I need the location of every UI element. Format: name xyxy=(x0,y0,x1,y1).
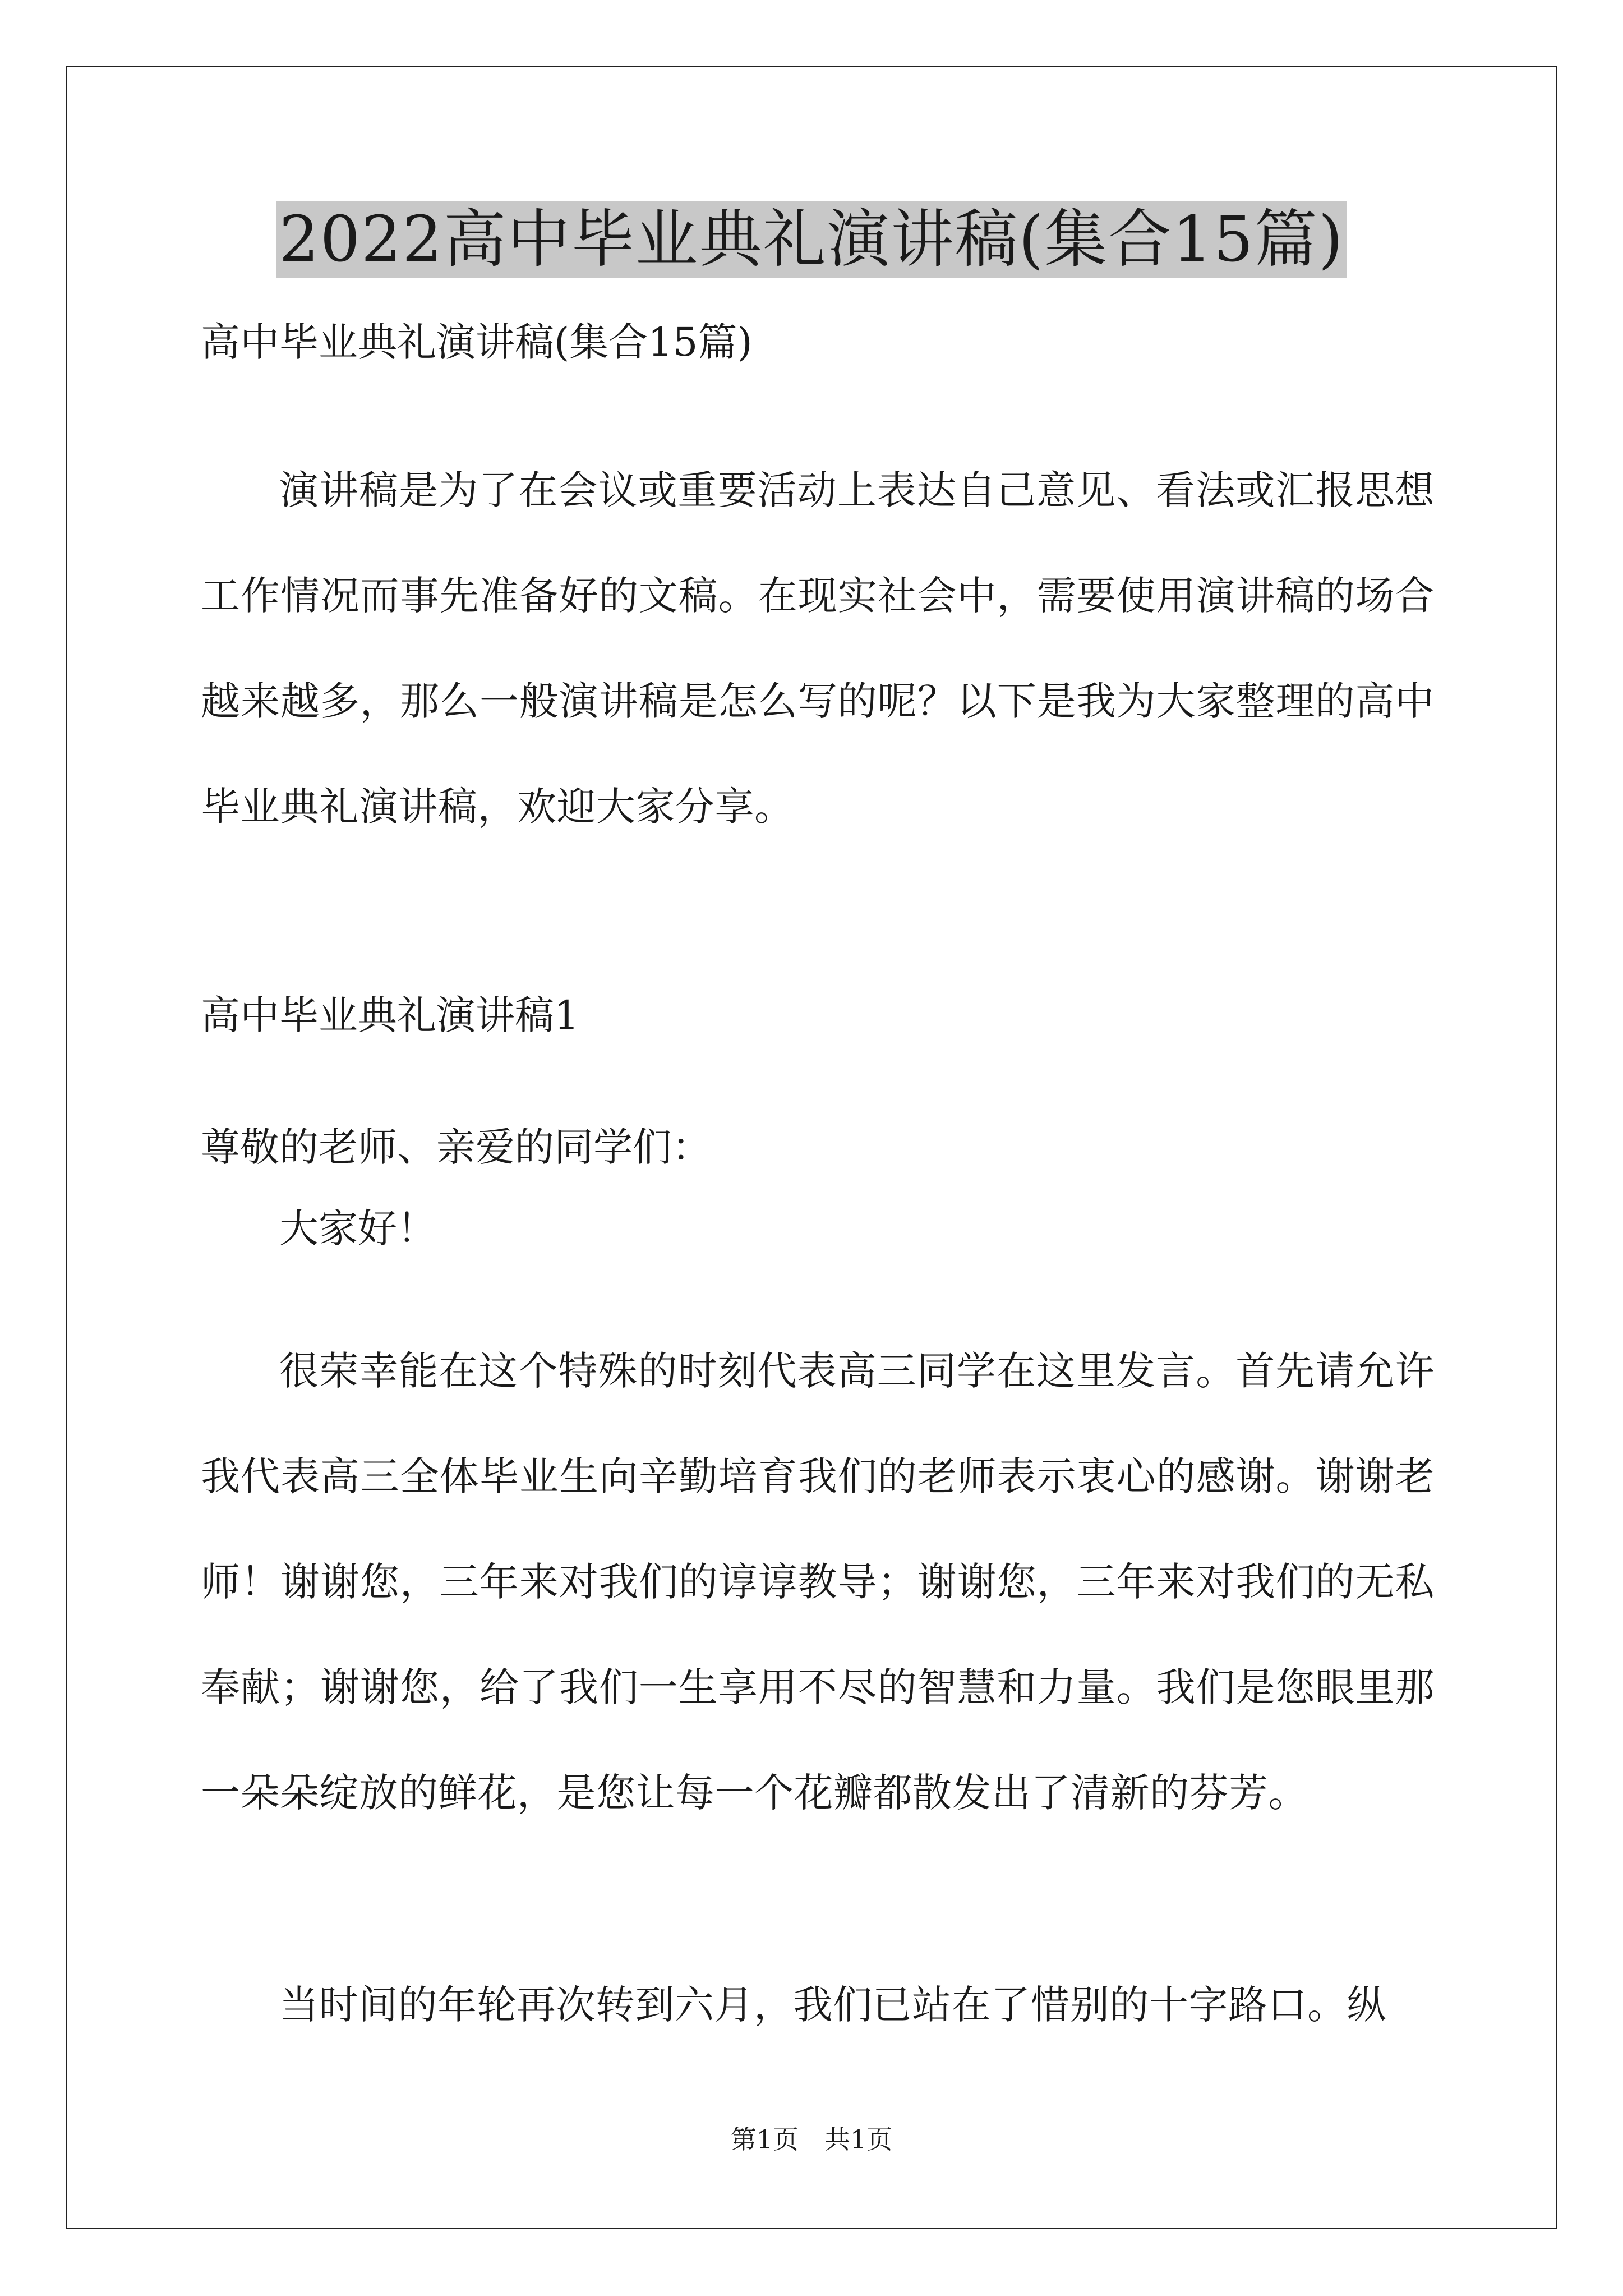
salutation: 尊敬的老师、亲爱的同学们： xyxy=(201,1124,711,1170)
document-subtitle: 高中毕业典礼演讲稿(集合15篇) xyxy=(201,319,753,365)
body-paragraph-2: 当时间的年轮再次转到六月，我们已站在了惜别的十字路口。纵 xyxy=(279,1982,1386,2028)
page-total: 共1页 xyxy=(824,2124,893,2155)
page-footer xyxy=(0,2119,1623,2156)
body-paragraph-1: 很荣幸能在这个特殊的时刻代表高三同学在这里发言。首先请允许我代表高三全体毕业生向辛勤培育我们的老师表示衷心的感谢。谢谢老师！谢谢您，三年来对我们的谆谆教导；谢谢您，三年来对我们的无私奉献；谢谢您，给了我们一生享用不尽的智慧和力量。我们是您眼里那一朵朵绽放的鲜花，是您让每一个花瓣都散发出了清新的芬芳。 xyxy=(201,1348,1435,1816)
section-heading: 高中毕业典礼演讲稿1 xyxy=(201,992,579,1038)
title-container xyxy=(0,201,1623,278)
intro-paragraph: 演讲稿是为了在会议或重要活动上表达自己意见、看法或汇报思想工作情况而事先准备好的文稿。在现实社会中，需要使用演讲稿的场合越来越多，那么一般演讲稿是怎么写的呢？以下是我为大家整理的高中毕业典礼演讲稿，欢迎大家分享。 xyxy=(201,467,1435,830)
document-title: 2022高中毕业典礼演讲稿(集合15篇) xyxy=(276,201,1348,278)
page-number: 第1页 xyxy=(730,2124,799,2155)
greeting: 大家好！ xyxy=(279,1205,436,1251)
